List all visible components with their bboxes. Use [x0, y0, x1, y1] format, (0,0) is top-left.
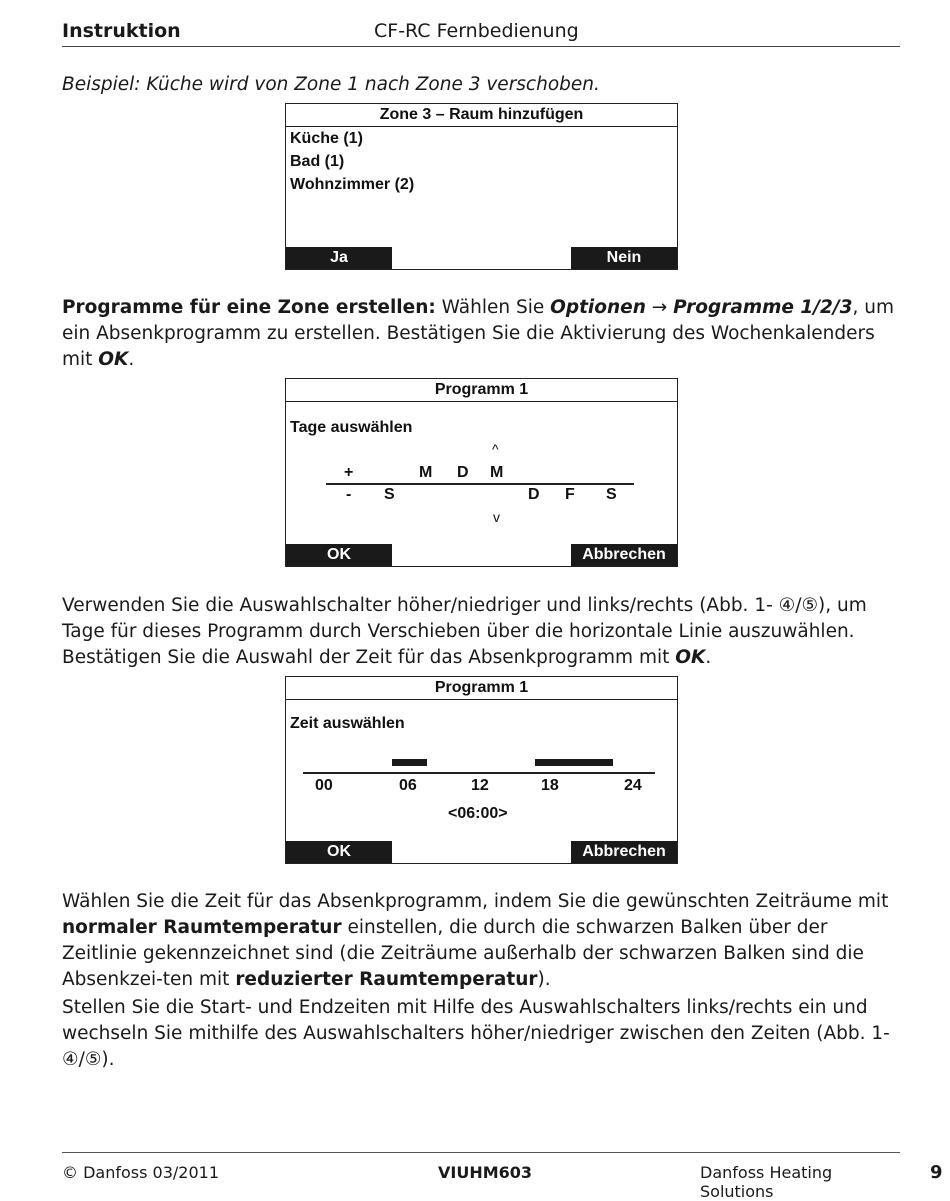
document-id: VIUHM603 [438, 1163, 533, 1182]
screen-title: Programm 1 [286, 677, 677, 700]
page-number: 9 [930, 1162, 943, 1183]
bold-term: reduzierter Raumtemperatur [235, 969, 538, 990]
paragraph-select-days [62, 593, 900, 671]
down-arrow-icon: v [493, 509, 500, 525]
bold-term: normaler Raumtemperatur [62, 917, 342, 938]
screen-subtitle: Tage auswählen [290, 419, 413, 436]
text: einstellen, die durch die schwarzen Balken über der Zeitlinie gekennzeichnet sind (die Zeiträume außerhalb der schwarzen Balken sind die Absenkzei-ten mit [62, 917, 864, 990]
menu-option: Programme 1/2/3 [673, 297, 853, 318]
selected-time: <06:00> [448, 805, 508, 822]
paragraph-programs [62, 295, 900, 373]
text: ). [537, 969, 551, 990]
time-line [303, 772, 655, 774]
day-above: D [457, 464, 469, 481]
ok-ref: OK [98, 349, 129, 370]
day-below: F [565, 486, 575, 503]
screen-zone-add-room [285, 103, 678, 270]
time-tick: 24 [624, 777, 642, 794]
time-tick: 12 [471, 777, 489, 794]
text: Wählen Sie die Zeit für das Absenkprogramm, indem Sie die gewünschten Zeiträume mit [62, 891, 889, 912]
ok-softkey[interactable]: OK [286, 544, 392, 566]
cancel-softkey[interactable]: Abbrechen [571, 841, 677, 863]
screen-select-time [285, 676, 678, 864]
section-title: Instruktion [62, 20, 181, 42]
copyright: © Danfoss 03/2011 [62, 1163, 219, 1182]
normal-temp-bar [535, 759, 613, 766]
text: . [128, 349, 135, 370]
day-below: D [528, 486, 540, 503]
day-above: M [419, 464, 433, 481]
ok-ref: OK [675, 647, 706, 668]
up-arrow-icon: ^ [492, 441, 499, 457]
screen-select-days [285, 378, 678, 567]
bold-lead: Programme für eine Zone erstellen: [62, 297, 436, 318]
company-name: Danfoss Heating Solutions [700, 1163, 833, 1201]
example-caption: Beispiel: Küche wird von Zone 1 nach Zone 3 verschoben. [62, 74, 600, 95]
selection-line [326, 483, 634, 485]
page-footer [62, 1152, 943, 1201]
text: . [705, 647, 712, 668]
text: Verwenden Sie die Auswahlschalter höher/niedriger und links/rechts (Abb. 1- ④/⑤), um Tage für dieses Programm durch Verschieben über die horizontale Linie auszuwählen. Bestätigen Sie die Auswahl der Zeit für das Absenkprogramm mit [62, 595, 867, 668]
room-item: Wohnzimmer (2) [290, 176, 415, 193]
document-title: CF-RC Fernbedienung [374, 20, 579, 42]
no-softkey[interactable]: Nein [571, 247, 677, 269]
screen-title: Zone 3 – Raum hinzufügen [286, 104, 677, 127]
plus-label: + [344, 464, 354, 481]
page-header [62, 18, 900, 47]
day-below: S [384, 486, 395, 503]
room-item: Küche (1) [290, 130, 363, 147]
room-item: Bad (1) [290, 153, 345, 170]
screen-title: Programm 1 [286, 379, 677, 402]
ok-softkey[interactable]: OK [286, 841, 392, 863]
paragraph-start-end-times: Stellen Sie die Start- und Endzeiten mit Hilfe des Auswahlschalters links/rechts ein und wechseln Sie mithilfe des Auswahlschalters höher/niedriger zwischen den Zeiten (Abb. 1- ④/⑤). [62, 997, 890, 1070]
cancel-softkey[interactable]: Abbrechen [571, 544, 677, 566]
menu-option: Optionen [550, 297, 646, 318]
paragraph-select-time [62, 889, 900, 993]
text: , um ein Absenkprogramm zu erstellen. Bestätigen Sie die Aktivierung des Wochenkalenders mit [62, 297, 895, 370]
normal-temp-bar [392, 759, 427, 766]
arrow-text: → [645, 297, 674, 318]
time-tick: 06 [399, 777, 417, 794]
yes-softkey[interactable]: Ja [286, 247, 392, 269]
day-below: S [606, 486, 617, 503]
minus-label: - [346, 486, 352, 503]
day-above: M [490, 464, 504, 481]
screen-subtitle: Zeit auswählen [290, 715, 405, 732]
time-tick: 00 [315, 777, 333, 794]
time-tick: 18 [541, 777, 559, 794]
text: Wählen Sie [435, 297, 551, 318]
